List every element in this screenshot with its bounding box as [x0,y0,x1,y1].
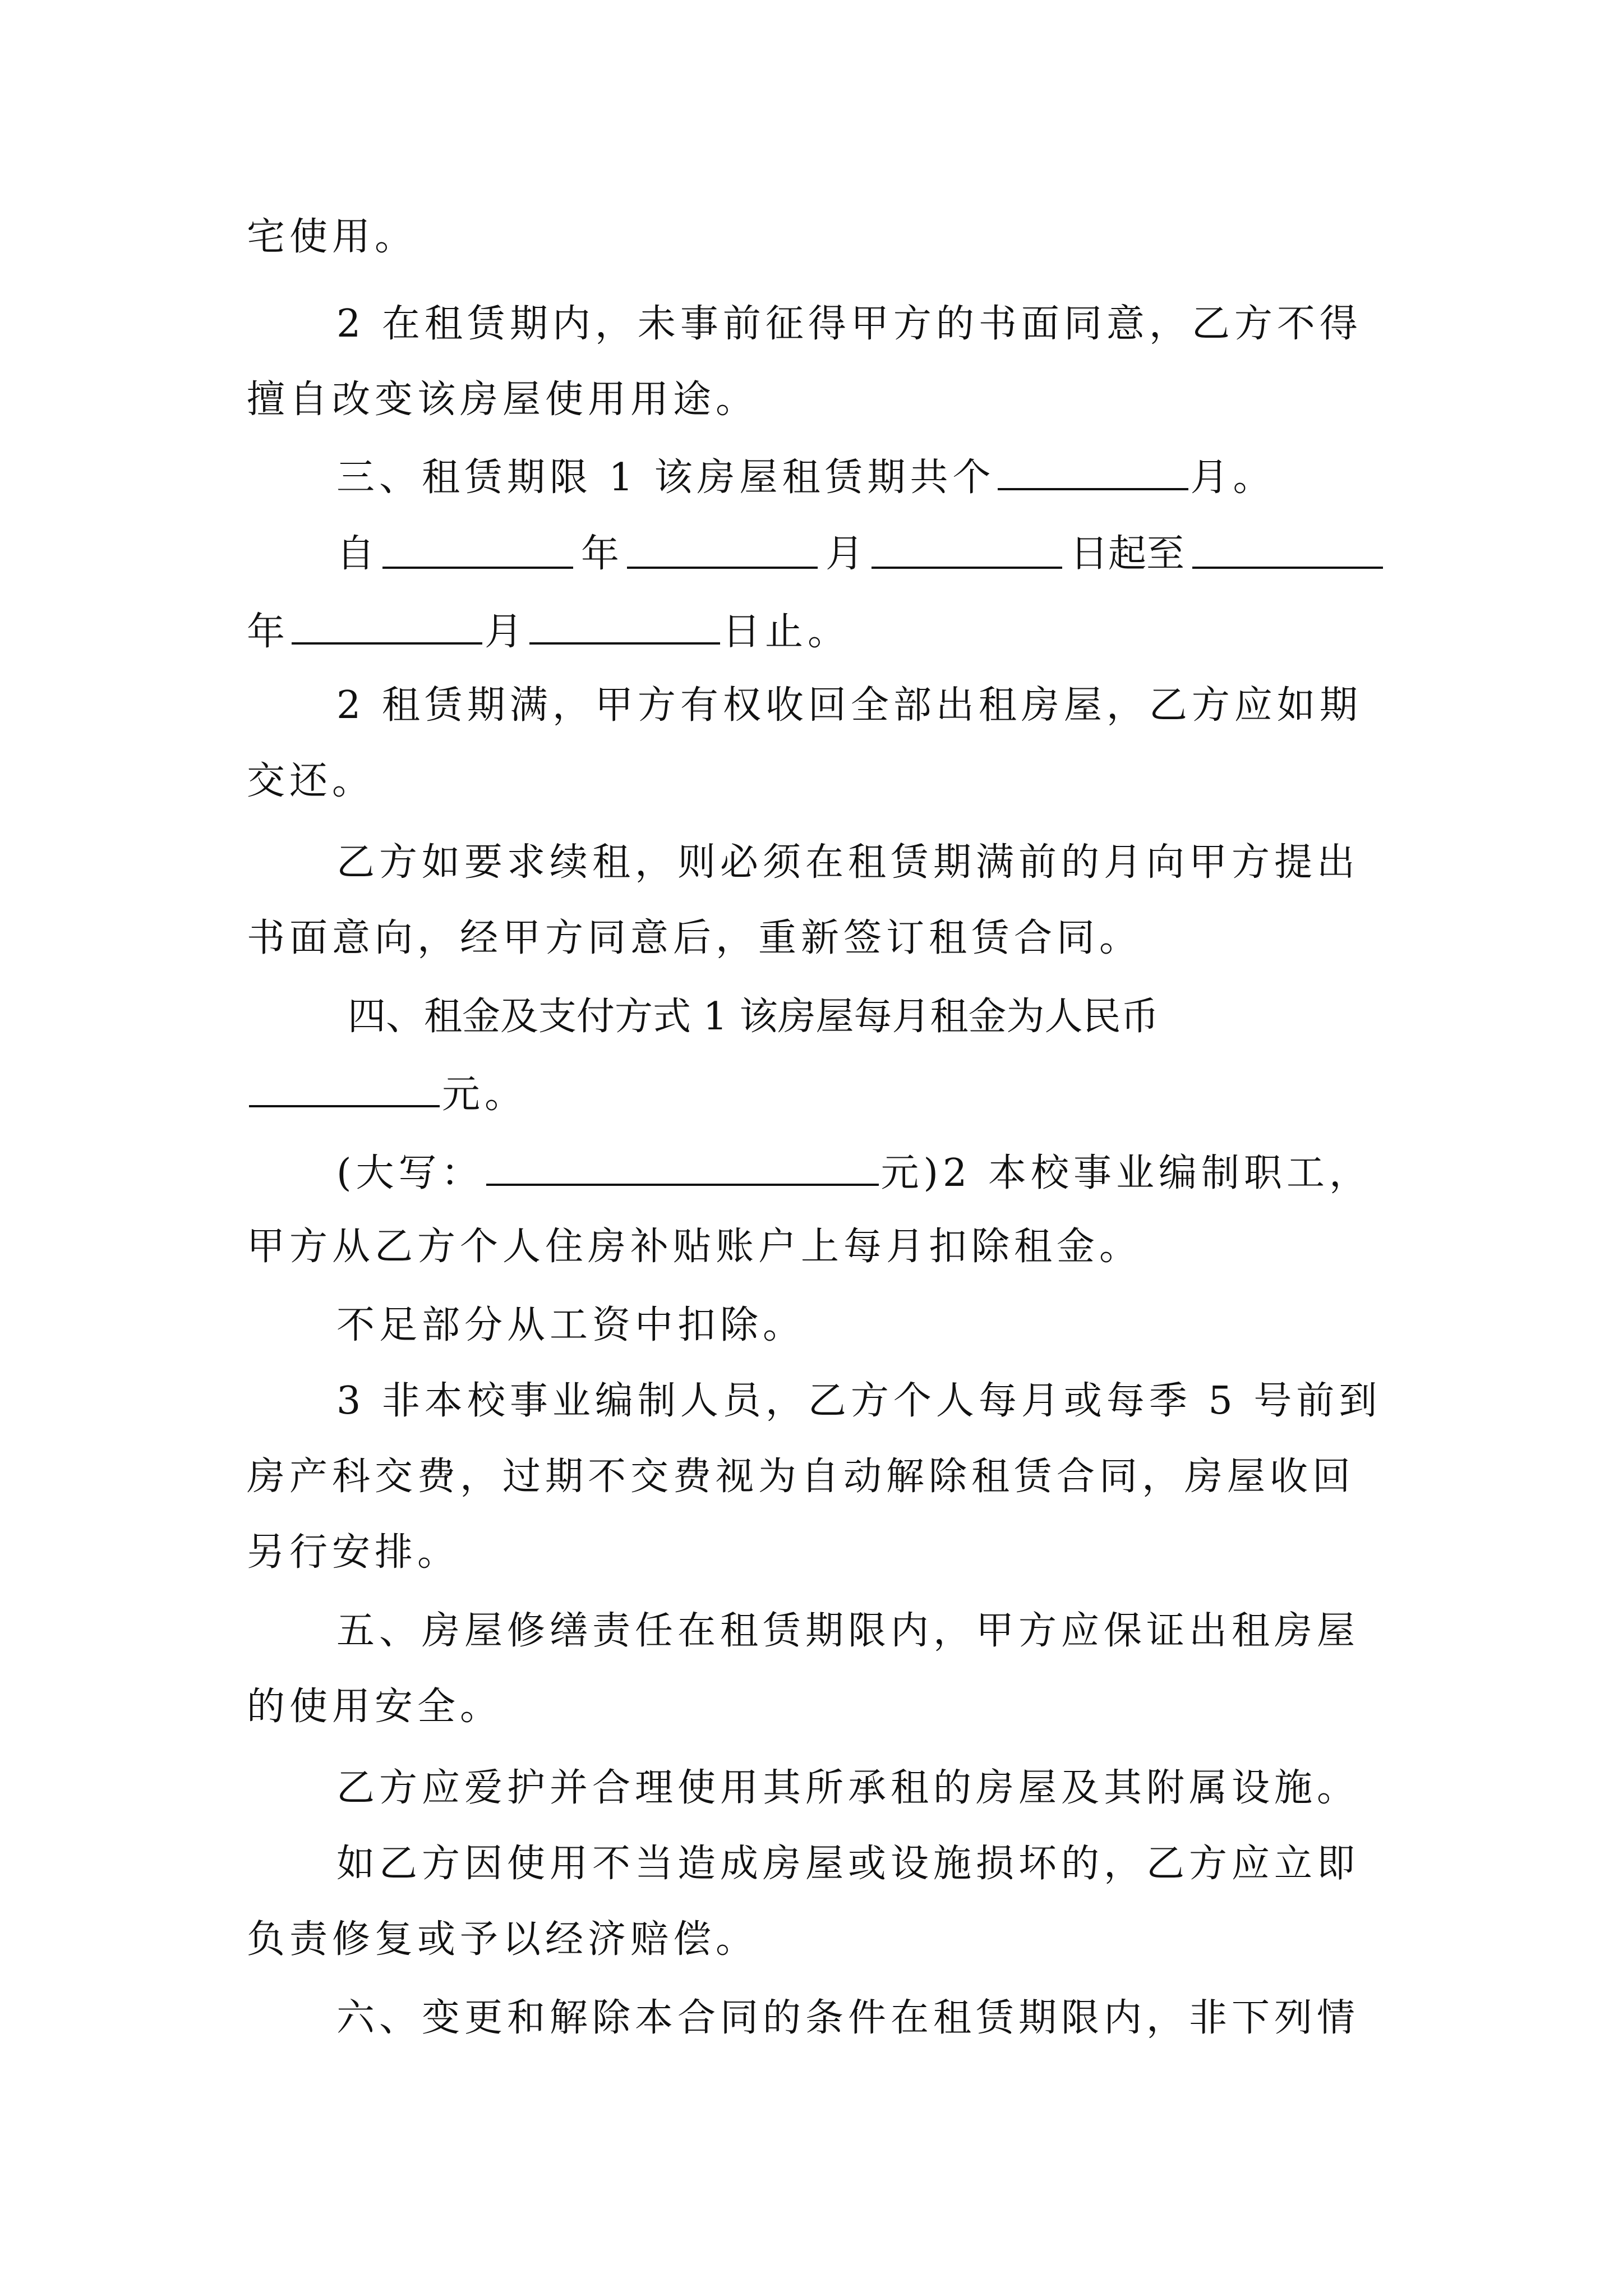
text-run: 元。 [442,1073,528,1117]
paragraph-line [336,1374,1385,1428]
paragraph-line [336,1991,1385,2045]
text-run: 元)2 本校事业编制职工， [880,1151,1372,1195]
paragraph-line [336,1144,1385,1198]
text-run: 年 [580,532,619,576]
text-run: 2 在租赁期内，未事前征得甲方的书面同意，乙方不得 [336,302,1362,346]
paragraph-line [336,1837,1385,1891]
text-run: 四、租金及支付方式 1 该房屋每月租金为人民币 [348,995,1159,1039]
text-run: 擅自改变该房屋使用用途。 [247,378,759,422]
text-run: 三、租赁期限 1 该房屋租赁期共个 [336,455,995,500]
fill-in-blank [998,449,1188,490]
paragraph-line [247,373,1385,427]
fill-in-blank [249,1066,440,1107]
text-run: 乙方如要求续租，则必须在租赁期满前的月向甲方提出 [336,840,1360,885]
text-run: 3 非本校事业编制人员，乙方个人每月或每季 5 号前到 [336,1379,1382,1423]
paragraph-line [247,754,1385,808]
fill-in-blank [529,603,720,645]
text-run: 另行安排。 [247,1530,460,1575]
text-run: 乙方应爱护并合理使用其所承租的房屋及其附属设施。 [336,1766,1360,1810]
paragraph-line [247,210,1385,264]
text-run: 2 租赁期满，甲方有权收回全部出租房屋，乙方应如期 [336,683,1362,728]
text-run: 甲方从乙方个人住房补贴账户上每月扣除租金。 [247,1225,1142,1269]
text-run: 五、房屋修缮责任在租赁期限内，甲方应保证出租房屋 [336,1609,1360,1653]
text-run: 交还。 [247,759,375,803]
text-run: 日止。 [722,610,851,654]
fill-in-blank [382,527,573,569]
paragraph-line [336,449,1385,503]
fill-in-blank [1192,527,1383,569]
paragraph-line [336,1299,1385,1352]
fill-in-blank [872,527,1062,569]
paragraph-line [348,990,1385,1044]
text-run: 年 [247,610,290,654]
paragraph-line [336,527,1385,581]
paragraph-line [336,1761,1402,1815]
fill-in-blank [486,1144,879,1186]
paragraph-line [247,912,1385,965]
text-run: 宅使用。 [247,215,418,259]
paragraph-line [247,1220,1385,1274]
fill-in-blank [627,527,818,569]
paragraph-line [247,1450,1385,1504]
paragraph-line [336,297,1385,351]
paragraph-line [247,1913,1385,1967]
text-run: 书面意向，经甲方同意后，重新签订租赁合同。 [247,916,1142,960]
text-run: 负责修复或予以经济赔偿。 [247,1917,759,1962]
text-run: 如乙方因使用不当造成房屋或设施损坏的，乙方应立即 [336,1842,1360,1886]
text-run: 的使用安全。 [247,1685,503,1729]
paragraph-line [247,1066,1385,1120]
text-run: 月 [825,532,864,576]
text-run: 六、变更和解除本合同的条件在租赁期限内，非下列情 [336,1996,1360,2040]
text-run: 日起至 [1069,532,1184,576]
paragraph-line [336,836,1385,890]
paragraph-line [247,1680,1385,1734]
text-run: (大写： [336,1151,484,1195]
text-run: 月。 [1190,455,1276,500]
paragraph-line [247,603,1385,657]
paragraph-line [336,679,1385,733]
text-run: 自 [336,532,375,576]
text-run: 月 [485,610,528,654]
paragraph-line [336,1604,1385,1658]
text-run: 不足部分从工资中扣除。 [336,1303,806,1347]
fill-in-blank [292,603,482,645]
text-run: 房产科交费，过期不交费视为自动解除租赁合同，房屋收回 [247,1455,1355,1499]
paragraph-line [247,1526,1385,1580]
